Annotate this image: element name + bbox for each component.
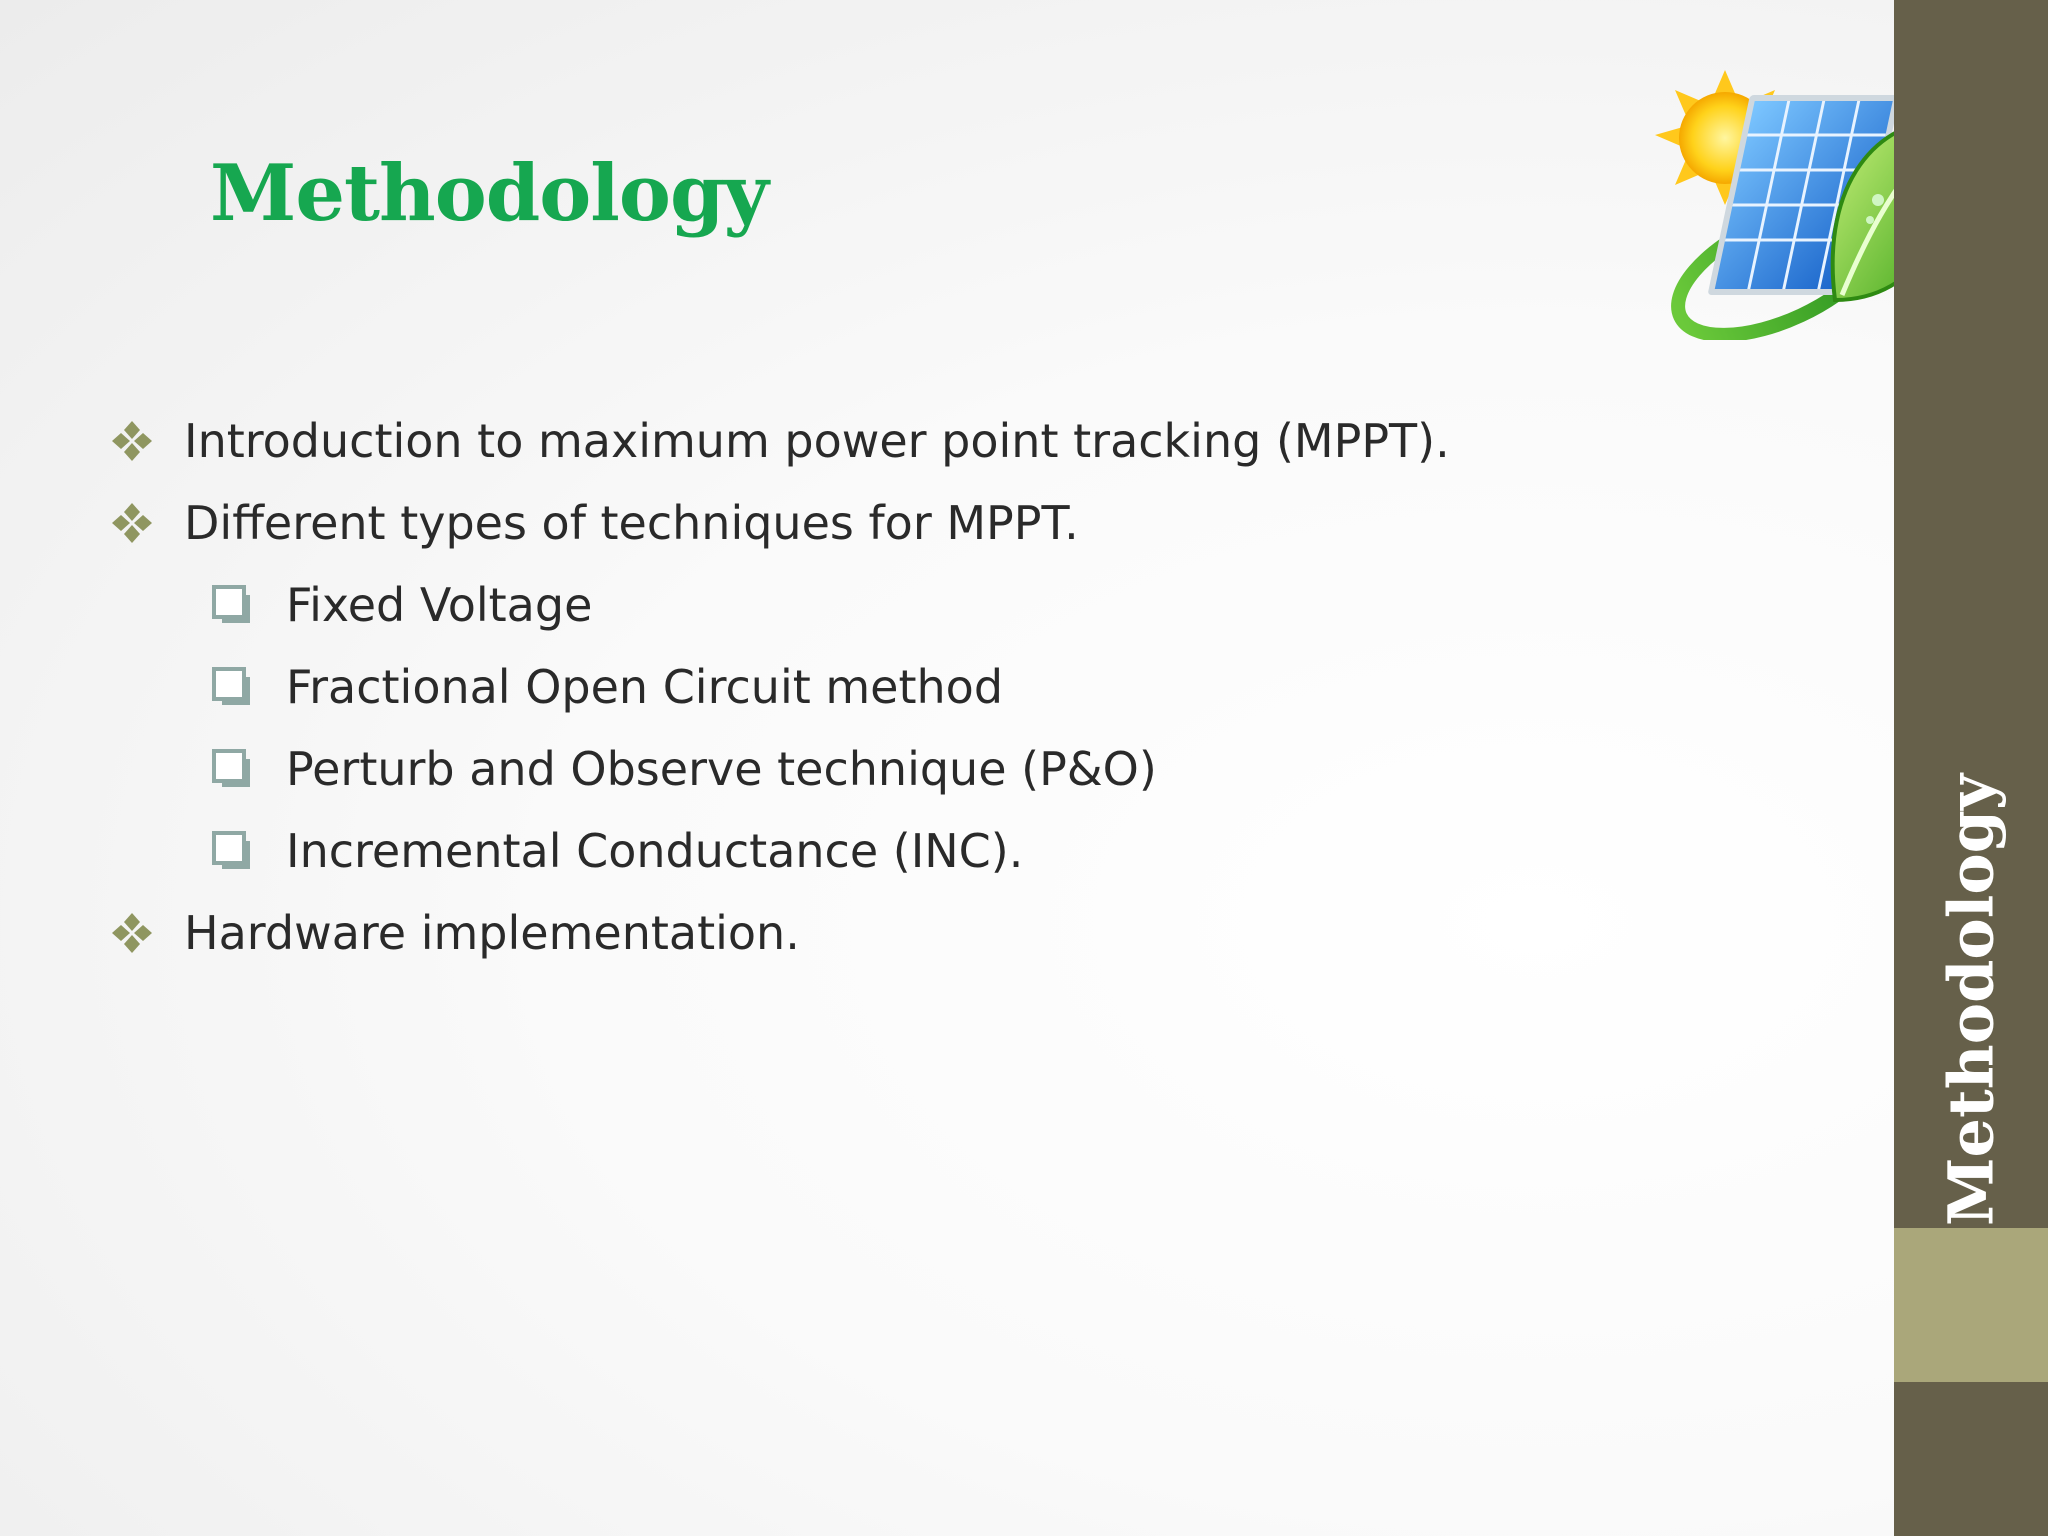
checkbox-square-icon xyxy=(212,585,252,625)
bullet-list xyxy=(110,400,1760,974)
checkbox-square-icon xyxy=(212,667,252,707)
sidebar-title: Methodology xyxy=(1934,773,2008,1227)
diamond-cluster-icon xyxy=(110,501,154,545)
sub-bullet-text: Incremental Conductance (INC). xyxy=(286,824,1024,878)
list-item xyxy=(110,400,1760,482)
bullet-text: Introduction to maximum power point tracking (MPPT). xyxy=(184,414,1450,468)
checkbox-square-icon xyxy=(212,749,252,789)
list-item xyxy=(110,482,1760,564)
list-item xyxy=(110,728,1760,810)
sub-bullet-text: Perturb and Observe technique (P&O) xyxy=(286,742,1157,796)
checkbox-square-icon xyxy=(212,831,252,871)
list-item xyxy=(110,646,1760,728)
diamond-cluster-icon xyxy=(110,911,154,955)
bullet-text: Different types of techniques for MPPT. xyxy=(184,496,1079,550)
sub-bullet-text: Fixed Voltage xyxy=(286,578,593,632)
slide-title: Methodology xyxy=(210,148,768,239)
diamond-cluster-icon xyxy=(110,419,154,463)
bullet-text: Hardware implementation. xyxy=(184,906,800,960)
list-item xyxy=(110,564,1760,646)
sub-bullet-text: Fractional Open Circuit method xyxy=(286,660,1004,714)
sidebar-accent xyxy=(1894,1228,2048,1382)
list-item xyxy=(110,892,1760,974)
list-item xyxy=(110,810,1760,892)
